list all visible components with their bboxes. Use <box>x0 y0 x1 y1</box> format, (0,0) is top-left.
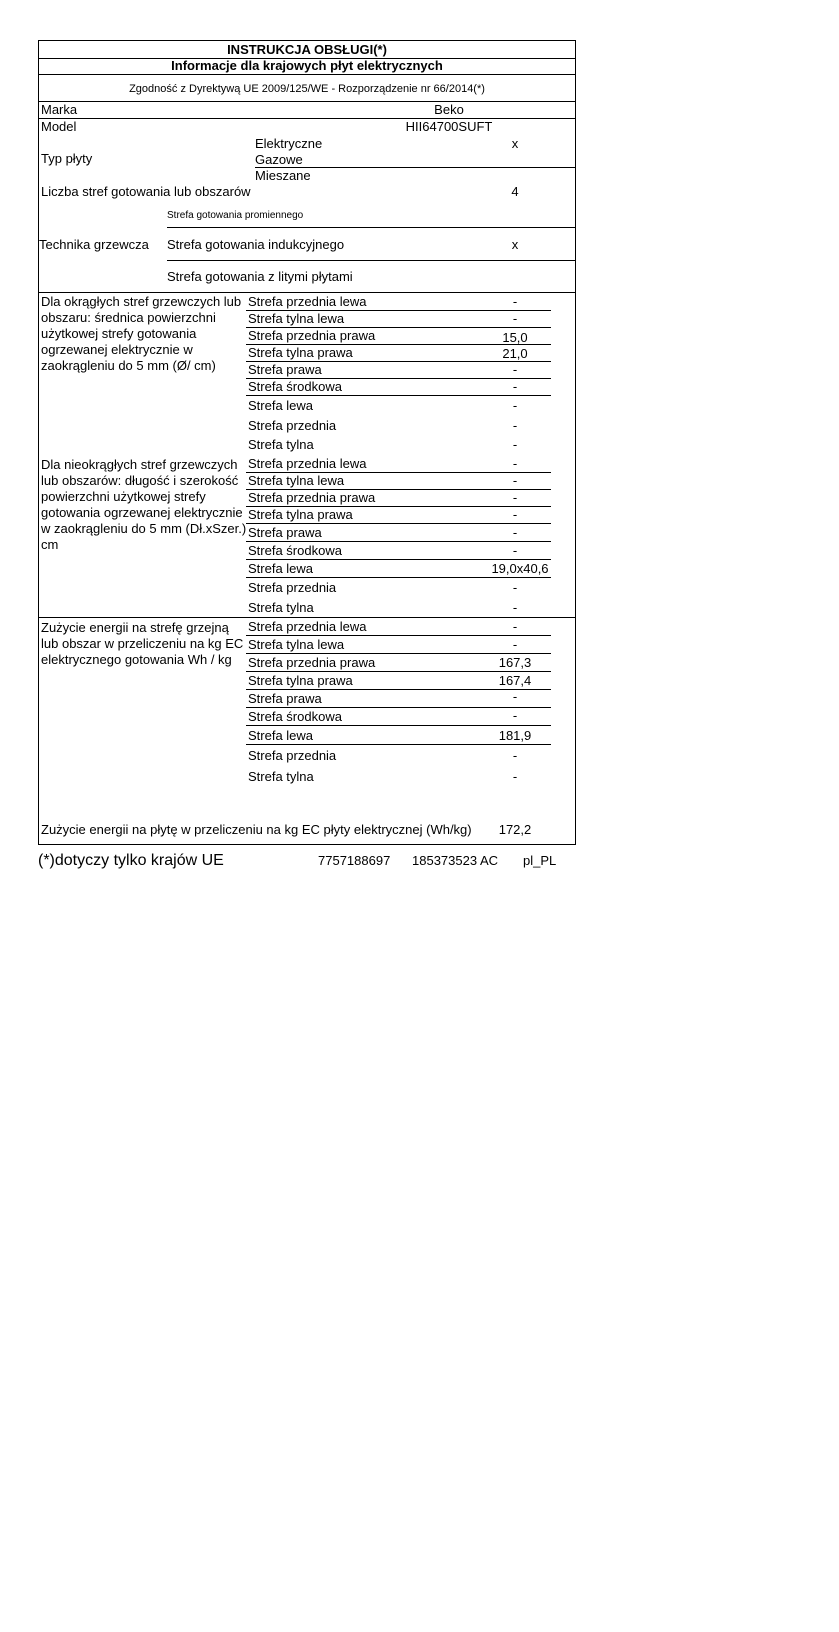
nonround-value: - <box>512 580 518 595</box>
round-value: - <box>512 379 518 394</box>
nonround-zone: Strefa prawa <box>248 525 322 540</box>
footer-code2: 185373523 AC <box>412 853 499 868</box>
brand-label: Marka <box>41 102 78 117</box>
nonround-zone: Strefa tylna <box>248 600 314 615</box>
energy-zone: Strefa tylna <box>248 769 314 784</box>
round-value: - <box>512 398 518 413</box>
divider <box>246 671 551 672</box>
round-zone: Strefa prawa <box>248 362 322 377</box>
hob-type-electric: Elektryczne <box>255 136 323 151</box>
doc-subtitle: Informacje dla krajowych płyt elektrycznych <box>171 58 443 73</box>
hob-type-gas: Gazowe <box>255 152 303 167</box>
nonround-zone: Strefa tylna prawa <box>248 507 353 522</box>
nonround-value: - <box>512 525 518 540</box>
energy-zone: Strefa przednia prawa <box>248 655 376 670</box>
nonround-value: - <box>512 490 518 505</box>
nonround-zone: Strefa tylna lewa <box>248 473 345 488</box>
tech-induction-mark: x <box>511 237 519 252</box>
energy-total-value: 172,2 <box>498 822 532 837</box>
nonround-value: - <box>512 507 518 522</box>
footer-locale: pl_PL <box>523 853 557 868</box>
energy-value: - <box>512 708 518 723</box>
footer-code1: 7757188697 <box>318 853 391 868</box>
zones-count-label: Liczba stref gotowania lub obszarów <box>41 184 251 199</box>
energy-zone: Strefa środkowa <box>248 709 342 724</box>
energy-zone-label: Zużycie energii na strefę grzejną lub obszar w przeliczeniu na kg EC elektrycznego gotowania Wh / kg <box>41 620 244 667</box>
energy-zone: Strefa lewa <box>248 728 314 743</box>
round-value: 15,0 <box>502 330 528 345</box>
energy-zone: Strefa tylna prawa <box>248 673 353 688</box>
round-zone: Strefa przednia <box>248 418 337 433</box>
divider <box>39 292 575 293</box>
energy-total-label: Zużycie energii na płytę w przeliczeniu na kg EC płyty elektrycznej (Wh/kg) <box>41 822 472 837</box>
round-zone: Strefa środkowa <box>248 379 342 394</box>
energy-zone: Strefa przednia <box>248 748 337 763</box>
model-label: Model <box>41 119 77 134</box>
divider <box>246 541 551 542</box>
energy-zone: Strefa prawa <box>248 691 322 706</box>
divider <box>246 653 551 654</box>
tech-induction: Strefa gotowania indukcyjnego <box>167 237 345 252</box>
round-value: 21,0 <box>502 346 528 361</box>
energy-value: - <box>512 637 518 652</box>
zones-count-value: 4 <box>511 184 519 199</box>
nonround-value: - <box>512 600 518 615</box>
round-value: - <box>512 311 518 326</box>
nonround-value: - <box>512 456 518 471</box>
nonround-zone: Strefa przednia lewa <box>248 456 367 471</box>
tech-radiant: Strefa gotowania promiennego <box>167 210 304 221</box>
round-value: - <box>512 362 518 377</box>
data-sheet-table <box>38 40 576 845</box>
round-value: - <box>512 418 518 433</box>
divider <box>167 260 575 261</box>
hob-type-electric-mark: x <box>511 136 519 151</box>
brand-value: Beko <box>434 102 464 117</box>
footer-note: (*)dotyczy tylko krajów UE <box>38 852 224 869</box>
nonround-zone: Strefa przednia prawa <box>248 490 376 505</box>
round-value: - <box>512 437 518 452</box>
divider <box>246 523 551 524</box>
nonround-value: 19,0x40,6 <box>491 561 549 576</box>
hob-type-label: Typ płyty <box>41 151 93 166</box>
nonround-zone: Strefa lewa <box>248 561 314 576</box>
doc-title: INSTRUKCJA OBSŁUGI(*) <box>227 42 387 57</box>
divider <box>167 227 575 228</box>
nonround-value: - <box>512 543 518 558</box>
hob-type-mixed: Mieszane <box>255 168 311 183</box>
nonround-zone: Strefa środkowa <box>248 543 342 558</box>
divider <box>246 559 551 560</box>
energy-value: - <box>512 769 518 784</box>
divider <box>246 395 551 396</box>
round-zone: Strefa przednia prawa <box>248 328 376 343</box>
round-value: - <box>512 294 518 309</box>
energy-value: - <box>512 619 518 634</box>
energy-value: - <box>512 689 518 704</box>
nonround-value: - <box>512 473 518 488</box>
round-zone: Strefa lewa <box>248 398 314 413</box>
round-zone: Strefa tylna prawa <box>248 345 353 360</box>
energy-value: 167,4 <box>498 673 532 688</box>
energy-value: - <box>512 748 518 763</box>
energy-zone: Strefa przednia lewa <box>248 619 367 634</box>
tech-solid: Strefa gotowania z litymi płytami <box>167 269 353 284</box>
round-zone: Strefa tylna <box>248 437 314 452</box>
energy-zone: Strefa tylna lewa <box>248 637 345 652</box>
round-zone: Strefa przednia lewa <box>248 294 367 309</box>
divider <box>246 725 551 726</box>
divider <box>39 74 575 75</box>
divider <box>39 617 575 618</box>
nonround-label: Dla nieokrągłych stref grzewczych lub obszarów: długość i szerokość powierzchni użytkowej strefy gotowania ogrzewanej elektrycznie w zaokrągleniu do 5 mm (Dł.xSzer.) cm <box>41 457 247 552</box>
round-zone: Strefa tylna lewa <box>248 311 345 326</box>
nonround-zone: Strefa przednia <box>248 580 337 595</box>
energy-value: 167,3 <box>498 655 532 670</box>
divider <box>246 577 551 578</box>
compliance-text: Zgodność z Dyrektywą UE 2009/125/WE - Rozporządzenie nr 66/2014(*) <box>129 83 485 95</box>
round-label: Dla okrągłych stref grzewczych lub obszaru: średnica powierzchni użytkowej strefy gotowania ogrzewanej elektrycznie w zaokrągleniu do 5 mm (Ø/ cm) <box>41 294 242 373</box>
energy-value: 181,9 <box>498 728 532 743</box>
divider <box>246 744 551 745</box>
model-value: HII64700SUFT <box>405 119 493 134</box>
divider <box>246 635 551 636</box>
tech-label: Technika grzewcza <box>39 237 149 252</box>
